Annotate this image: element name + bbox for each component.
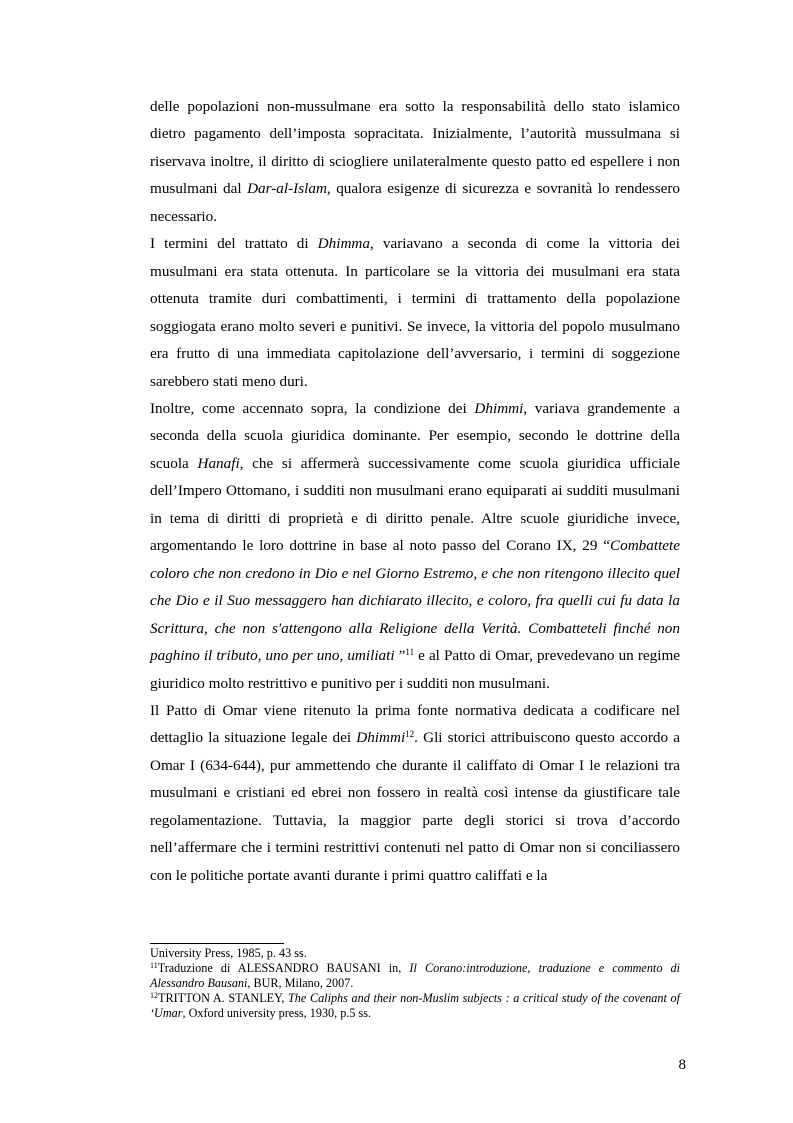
paragraph-2: I termini del trattato di Dhimma, variavano a seconda di come la vittoria dei musulmani era stata ottenuta. In particolare se la vittoria dei musulmani era stata ottenuta tramite duri combattimenti, i termini di trattamento della popolazione soggiogata erano molto severi e punitivi. Se invece, la vittoria del popolo musulmano era frutto di una immediata capitolazione dell’avversario, i termini di soggezione sarebbero stati meno duri. xyxy=(150,235,680,390)
page-number: 8 xyxy=(678,1057,686,1073)
footnote-separator xyxy=(150,943,284,944)
footnote-ref-12[interactable]: 12 xyxy=(405,729,415,740)
paragraph-4: Il Patto di Omar viene ritenuto la prima fonte normativa dedicata a codificare nel dettaglio la situazione legale dei Dhimmi$^{12}$. Gli storici attribuiscono questo accordo a Omar I (634-644), pur ammettendo che durante il califfato di Omar I le relazioni tra musulmani e cristiani ed ebrei non fossero in realtà così intense da giustificare tale regolamentazione. Tuttavia, la maggior parte degli storici si trova d’accordo nell’affermare che i termini restrittivi contenuti nel patto di Omar non si conciliassero con le politiche portate avanti durante i primi quattro califfati e la xyxy=(150,701,680,884)
footnotes xyxy=(150,946,680,1021)
term-dhimma: Dhimma xyxy=(317,235,370,253)
footnote-11: $^{11}$Traduzione di ALESSANDRO BAUSANI in, Il Corano:introduzione, traduzione e commento di Alessandro Bausani, BUR, Milano, 2007. xyxy=(150,961,680,991)
term-dhimmi-2: Dhimmi xyxy=(356,729,406,747)
footnote-12: $^{12}$TRITTON A. STANLEY, The Caliphs and their non-Muslim subjects : a critical study of the covenant of ‘Umar, Oxford university press, 1930, p.5 ss. xyxy=(150,991,680,1021)
paragraph-1: delle popolazioni non-mussulmane era sotto la responsabilità dello stato islamico dietro pagamento dell’imposta sopracitata. Inizialmente, l’autorità mussulmana si riservava inoltre, il diritto di sciogliere unilateralmente questo patto ed espellere i non musulmani dal Dar-al-Islam, qualora esigenze di sicurezza e sovranità lo rendessero necessario. xyxy=(150,98,680,225)
term-dar-al-islam: Dar-al-Islam xyxy=(247,180,327,198)
body-text xyxy=(150,93,680,889)
quran-quote: Combattete coloro che non credono in Dio e nel Giorno Estremo, e che non ritengono illecito quel che Dio e il Suo messaggero han dichiarato illecito, e coloro, fra quelli cui fu data la Scrittura, che non s'attengono alla Religione della Verità. Combatteteli finché non paghino il tributo, uno per uno, umiliati xyxy=(150,537,680,665)
term-dhimmi: Dhimmi xyxy=(474,399,524,417)
term-hanafi: Hanafi xyxy=(197,454,240,472)
footnote-ref-11[interactable]: 11 xyxy=(405,647,415,658)
paragraph-3: Inoltre, come accennato sopra, la condizione dei Dhimmi, variava grandemente a seconda della scuola giuridica dominante. Per esempio, secondo le dottrine della scuola Hanafi, che si affermerà successivamente come scuola giuridica ufficiale dell’Impero Ottomano, i sudditi non musulmani erano equiparati ai sudditi musulmani in tema di diritti di proprietà e di diritto penale. Altre scuole giuridiche invece, argomentando le loro dottrine in base al noto passo del Corano IX, 29 “Combattete coloro che non credono in Dio e nel Giorno Estremo, e che non ritengono illecito quel che Dio e il Suo messaggero han dichiarato illecito, e coloro, fra quelli cui fu data la Scrittura, che non s'attengono alla Religione della Verità. Combatteteli finché non paghino il tributo, uno per uno, umiliati ”$^{11}$ e al Patto di Omar, prevedevano un regime giuridico molto restrittivo e punitivo per i sudditi non musulmani. xyxy=(150,399,681,692)
footnote-continuation: University Press, 1985, p. 43 ss. xyxy=(150,946,307,960)
